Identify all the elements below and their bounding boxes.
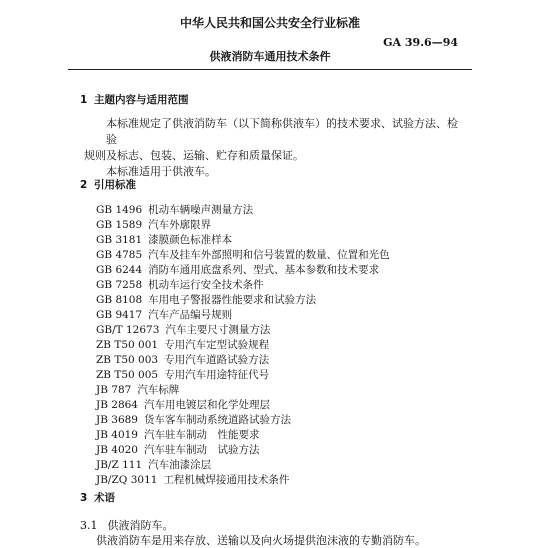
reference-code: GB 3181	[96, 234, 143, 246]
document-title: 供液消防车通用技术条件	[209, 50, 331, 63]
reference-title: 汽车主要尺寸测量方法	[165, 324, 271, 336]
standard-code: GA 39.6—94	[383, 36, 458, 49]
reference-title: 汽车标牌	[137, 384, 180, 396]
reference-item	[96, 398, 390, 413]
reference-code: ZB T50 003	[96, 354, 159, 366]
reference-code: JB 4020	[96, 444, 138, 456]
reference-code: GB 7258	[96, 279, 143, 291]
reference-code: JB 3689	[96, 414, 138, 426]
scope-line-3: 本标准适用于供液车。	[106, 165, 216, 178]
reference-item	[96, 353, 390, 368]
term-number: 3.1	[80, 519, 98, 532]
section-heading-2	[80, 177, 136, 192]
reference-title: 汽车外廓限界	[148, 219, 212, 231]
section-number: 1	[80, 94, 88, 106]
reference-code: JB/Z 111	[96, 459, 143, 471]
standard-category-title: 中华人民共和国公共安全行业标准	[179, 16, 360, 30]
reference-code: ZB T50 001	[96, 339, 159, 351]
reference-item	[96, 263, 390, 278]
reference-code: JB/ZQ 3011	[96, 474, 158, 486]
reference-item	[96, 248, 390, 263]
section-number: 3	[80, 492, 88, 504]
reference-item	[96, 308, 390, 323]
section-title: 术语	[94, 492, 115, 504]
reference-code: GB 9417	[96, 309, 143, 321]
reference-item	[96, 383, 390, 398]
reference-code: GB 8108	[96, 294, 143, 306]
reference-code: GB 1589	[96, 219, 143, 231]
reference-code: JB 787	[96, 384, 132, 396]
section-title: 主题内容与适用范围	[94, 94, 189, 106]
reference-item	[96, 293, 390, 308]
scope-line-1: 本标准规定了供液消防车（以下简称供液车）的技术要求、试验方法、检验	[106, 117, 458, 146]
reference-item	[96, 323, 390, 338]
section-heading-1	[80, 92, 189, 107]
reference-title: 专用汽车用途特征代号	[164, 369, 270, 381]
reference-list	[96, 203, 390, 488]
reference-title: 汽车用电镀层和化学处理层	[144, 399, 270, 411]
scope-paragraph	[84, 116, 464, 180]
term-entry	[80, 517, 174, 533]
section-heading-3	[80, 490, 115, 505]
header-rule	[68, 69, 472, 70]
reference-item	[96, 218, 390, 233]
reference-title: 专用汽车定型试验规程	[164, 339, 270, 351]
reference-title: 货车客车制动系统道路试验方法	[144, 414, 291, 426]
reference-item	[96, 473, 390, 488]
reference-code: GB/T 12673	[96, 324, 160, 336]
reference-title: 工程机械焊接通用技术条件	[163, 474, 290, 486]
reference-item	[96, 278, 390, 293]
reference-title: 专用汽车道路试验方法	[164, 354, 270, 366]
section-number: 2	[80, 179, 88, 191]
reference-title: 漆膜颜色标准样本	[148, 234, 233, 246]
reference-code: GB 6244	[96, 264, 143, 276]
reference-item	[96, 368, 390, 383]
reference-code: GB 1496	[96, 204, 143, 216]
reference-title: 汽车油漆涂层	[148, 459, 212, 471]
reference-item	[96, 458, 390, 473]
reference-item	[96, 233, 390, 248]
reference-code: ZB T50 005	[96, 369, 159, 381]
reference-code: JB 2864	[96, 399, 138, 411]
reference-title: 机动车运行安全技术条件	[148, 279, 264, 291]
reference-item	[96, 413, 390, 428]
reference-item	[96, 443, 390, 458]
reference-title: 车用电子警报器性能要求和试验方法	[148, 294, 317, 306]
section-title: 引用标准	[94, 179, 136, 191]
reference-title: 消防车通用底盘系列、型式、基本参数和技术要求	[148, 264, 380, 276]
reference-title: 汽车驻车制动 性能要求	[144, 429, 260, 441]
reference-title: 汽车产品编号规则	[148, 309, 233, 321]
reference-title: 机动车辆噪声测量方法	[148, 204, 254, 216]
reference-item	[96, 428, 390, 443]
reference-title: 汽车驻车制动 试验方法	[144, 444, 260, 456]
term-name: 供液消防车。	[107, 519, 174, 532]
scope-line-2: 规则及标志、包装、运输、贮存和质量保证。	[84, 149, 304, 162]
reference-code: GB 4785	[96, 249, 143, 261]
reference-item	[96, 203, 390, 218]
reference-title: 汽车及挂车外部照明和信号装置的数量、位置和光色	[148, 249, 390, 261]
reference-code: JB 4019	[96, 429, 138, 441]
term-definition: 供液消防车是用来存放、送输以及向火场提供泡沫液的专勤消防车。	[96, 534, 426, 547]
reference-item	[96, 338, 390, 353]
